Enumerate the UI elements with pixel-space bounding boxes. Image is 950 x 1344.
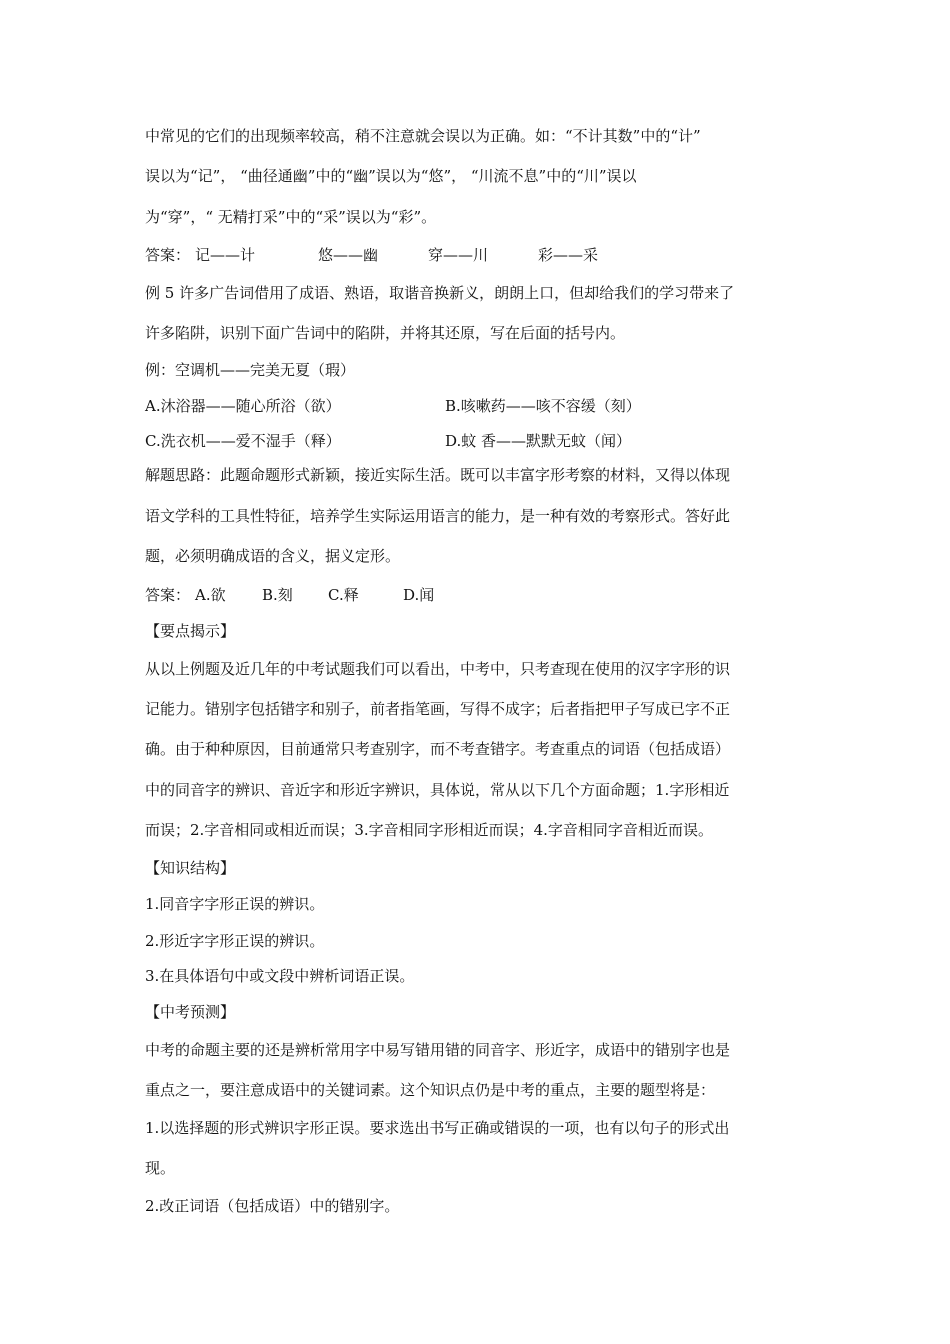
answer-item: 穿——川 <box>428 246 489 264</box>
answer-item: A.欲 <box>195 586 226 604</box>
option-c: C.洗衣机——爱不湿手（释） <box>145 432 341 450</box>
paragraph-line: 中的同音字的辨识、音近字和形近字辨识，具体说，常从以下几个方面命题；1.字形相近 <box>145 781 730 799</box>
list-item: 3.在具体语句中或文段中辨析词语正误。 <box>145 967 415 985</box>
paragraph-line: 而误；2.字音相同或相近而误；3.字音相同字形相近而误；4.字音相同字音相近而误。 <box>145 821 713 839</box>
paragraph-line: 确。由于种种原因，目前通常只考查别字，而不考查错字。考查重点的词语（包括成语） <box>145 740 731 758</box>
answer-item: C.释 <box>328 586 359 604</box>
option-d: D.蚊 香——默默无蚊（闻） <box>445 432 632 450</box>
paragraph-line: 中考的命题主要的还是辨析常用字中易写错用错的同音字、形近字，成语中的错别字也是 <box>145 1041 731 1059</box>
list-item: 1.同音字字形正误的辨识。 <box>145 895 325 913</box>
answer-label: 答案： <box>145 246 191 264</box>
paragraph-line: 误以为“记”， “曲径通幽”中的“幽”误以为“悠”， “川流不息”中的“川”误以 <box>145 167 637 185</box>
answer-item: 记——计 <box>195 246 256 264</box>
answer-item: D.闻 <box>403 586 435 604</box>
example-5-line: 例 5 许多广告词借用了成语、熟语，取谐音换新义，朗朗上口，但却给我们的学习带来了 <box>145 284 735 302</box>
list-item: 2.改正词语（包括成语）中的错别字。 <box>145 1197 400 1215</box>
option-b: B.咳嗽药——咳不容缓（刻） <box>445 397 641 415</box>
section-heading: 【知识结构】 <box>145 859 236 877</box>
paragraph-line: 从以上例题及近几年的中考试题我们可以看出，中考中，只考查现在使用的汉字字形的识 <box>145 660 731 678</box>
paragraph-line: 重点之一，要注意成语中的关键词素。这个知识点仍是中考的重点，主要的题型将是： <box>145 1081 716 1099</box>
paragraph-line: 语文学科的工具性特征，培养学生实际运用语言的能力，是一种有效的考察形式。答好此 <box>145 507 731 525</box>
answer-label: 答案： <box>145 586 191 604</box>
answer-item: B.刻 <box>262 586 293 604</box>
paragraph-line: 许多陷阱，识别下面广告词中的陷阱，并将其还原，写在后面的括号内。 <box>145 324 626 342</box>
option-a: A.沐浴器——随心所浴（欲） <box>145 397 341 415</box>
paragraph-line: 现。 <box>145 1159 176 1177</box>
section-heading: 【中考预测】 <box>145 1003 236 1021</box>
paragraph-line: 记能力。错别字包括错字和别子，前者指笔画，写得不成字；后者指把甲子写成已字不正 <box>145 700 731 718</box>
answer-item: 悠——幽 <box>318 246 379 264</box>
paragraph-line: 题，必须明确成语的含义，据义定形。 <box>145 547 401 565</box>
example-line: 例：空调机——完美无夏（瑕） <box>145 361 356 379</box>
list-item: 2.形近字字形正误的辨识。 <box>145 932 325 950</box>
answer-item: 彩——采 <box>538 246 599 264</box>
paragraph-line: 为“穿”，“ 无精打采”中的“采”误以为“彩”。 <box>145 208 437 226</box>
list-item: 1.以选择题的形式辨识字形正误。要求选出书写正确或错误的一项，也有以句子的形式出 <box>145 1119 730 1137</box>
paragraph-line: 中常见的它们的出现频率较高，稍不注意就会误以为正确。如：“不计其数”中的“计” <box>145 127 701 145</box>
paragraph-line: 解题思路：此题命题形式新颖，接近实际生活。既可以丰富字形考察的材料，又得以体现 <box>145 466 731 484</box>
section-heading: 【要点揭示】 <box>145 622 236 640</box>
